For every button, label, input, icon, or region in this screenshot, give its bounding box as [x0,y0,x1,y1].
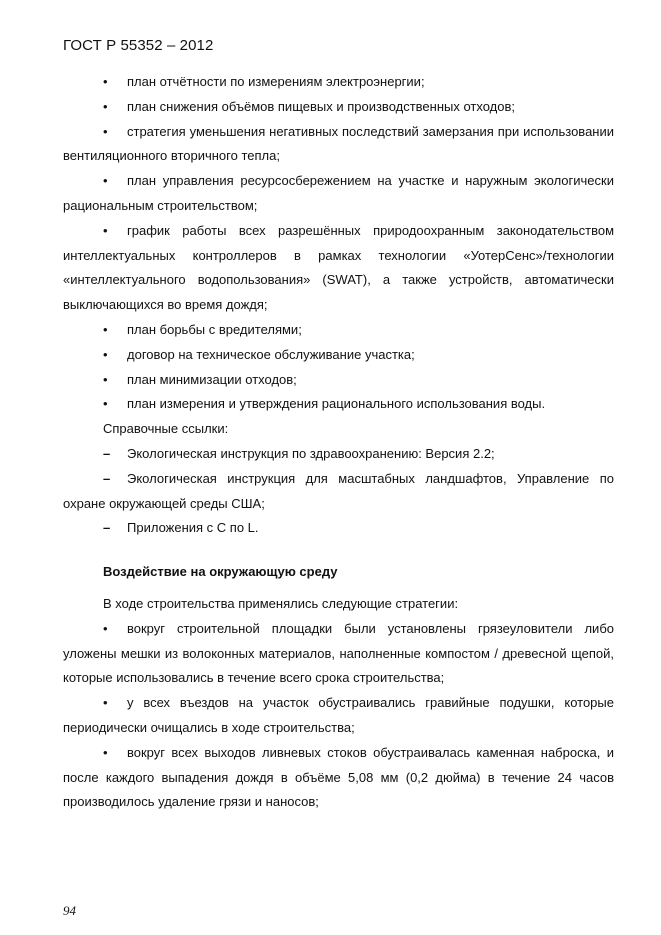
reference-text: Экологическая инструкция для масштабных ландшафтов, Управление по охране окружающей среды США; [63,470,614,511]
document-header: ГОСТ Р 55352 – 2012 [63,37,214,54]
dash-icon: – [103,445,111,461]
list-item-text: вокруг всех выходов ливневых стоков обустраивалась каменная наброска, и после каждого выпадения дождя в объёме 5,08 мм (0,2 дюйма) в течение 24 часов производилось удаление грязи и наносов; [63,744,614,810]
bullet-icon: • [103,123,108,139]
dash-icon: – [103,470,111,486]
list-item [63,318,614,343]
list-item-text: договор на техническое обслуживание участка; [127,346,415,362]
list-item [63,741,614,815]
list-item [63,120,614,170]
list-item-text: план снижения объёмов пищевых и производственных отходов; [127,98,516,114]
bullet-icon: • [103,744,108,760]
list-item-text: график работы всех разрешённых природоохранным законодательством интеллектуальных контроллеров в рамках технологии «УотерСенс»/технологии «интеллектуального водопользования» (SWAT), а также устройств, автоматически выключающихся во время дождя; [63,222,614,313]
list-item [63,691,614,741]
reference-item [63,516,614,541]
reference-text: Приложения с С по L. [127,520,259,536]
list-item [63,392,614,417]
list-item-text: план отчётности по измерениям электроэнергии; [127,74,425,89]
list-item [63,343,614,368]
bullet-icon: • [103,98,108,114]
bullet-icon: • [103,173,108,189]
list-item-text: вокруг строительной площадки были установлены грязеуловители либо уложены мешки из волоконных материалов, наполненные компостом / древесной щепой, которые использовались в течение всего срока строительства; [63,620,614,686]
bullet-icon: • [103,620,108,636]
section-intro: В ходе строительства применялись следующие стратегии: [103,595,459,611]
section-title: Воздействие на окружающую среду [103,564,338,580]
reference-text: Экологическая инструкция по здравоохранению: Версия 2.2; [127,445,495,461]
document-body [63,70,614,815]
list-item [63,219,614,318]
reference-item [63,467,614,517]
bullet-icon: • [103,396,108,412]
list-item [63,368,614,393]
list-item [63,70,614,95]
list-item [63,617,614,691]
bullet-icon: • [103,321,108,337]
list-item-text: план измерения и утверждения рационального использования воды. [127,396,546,412]
bullet-icon: • [103,74,108,89]
list-item [63,95,614,120]
list-item-text: план минимизации отходов; [127,371,297,387]
page-number: 94 [63,903,76,918]
bullet-icon: • [103,346,108,362]
list-item-text: план управления ресурсосбережением на участке и наружным экологически рациональным строительством; [63,173,614,213]
list-item [63,169,614,219]
list-item-text: стратегия уменьшения негативных последствий замерзания при использовании вентиляционного вторичного тепла; [63,123,614,164]
bullet-icon: • [103,371,108,387]
reference-item [63,442,614,467]
dash-icon: – [103,520,111,536]
bullet-icon: • [103,222,108,238]
bullet-icon: • [103,695,108,711]
list-item-text: у всех въездов на участок обустраивались гравийные подушки, которые периодически очищались в ходе строительства; [63,695,614,735]
list-item-text: план борьбы с вредителями; [127,321,302,337]
references-heading: Справочные ссылки: [103,421,229,437]
